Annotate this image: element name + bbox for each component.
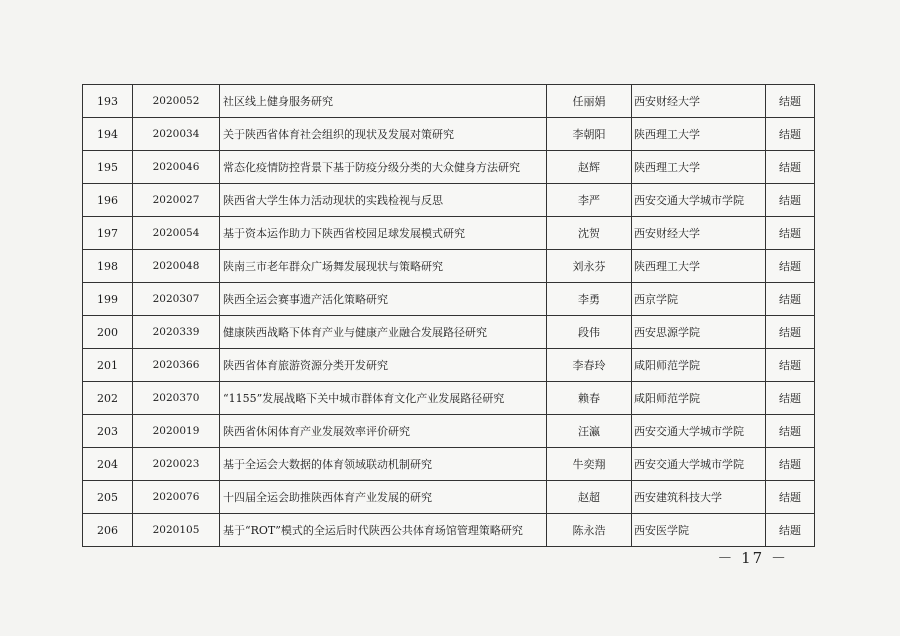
project-code: 2020366 bbox=[133, 349, 220, 382]
project-code: 2020370 bbox=[133, 382, 220, 415]
project-leader: 段伟 bbox=[547, 316, 632, 349]
project-status: 结题 bbox=[766, 316, 815, 349]
project-title: 基于全运会大数据的体育领域联动机制研究 bbox=[220, 448, 547, 481]
table-row bbox=[83, 217, 815, 250]
project-leader: 李勇 bbox=[547, 283, 632, 316]
project-status: 结题 bbox=[766, 448, 815, 481]
project-status: 结题 bbox=[766, 415, 815, 448]
project-status: 结题 bbox=[766, 481, 815, 514]
project-code: 2020019 bbox=[133, 415, 220, 448]
row-number: 204 bbox=[83, 448, 133, 481]
project-title: 关于陕西省体育社会组织的现状及发展对策研究 bbox=[220, 118, 547, 151]
project-leader: 李春玲 bbox=[547, 349, 632, 382]
project-title: 基于“ROT”模式的全运后时代陕西公共体育场馆管理策略研究 bbox=[220, 514, 547, 547]
table-row bbox=[83, 415, 815, 448]
project-title: 陕南三市老年群众广场舞发展现状与策略研究 bbox=[220, 250, 547, 283]
project-leader: 陈永浩 bbox=[547, 514, 632, 547]
institution: 陕西理工大学 bbox=[632, 151, 766, 184]
institution: 陕西理工大学 bbox=[632, 118, 766, 151]
table-row bbox=[83, 481, 815, 514]
project-table-container bbox=[82, 84, 814, 547]
project-code: 2020052 bbox=[133, 85, 220, 118]
row-number: 197 bbox=[83, 217, 133, 250]
project-title: 健康陕西战略下体育产业与健康产业融合发展路径研究 bbox=[220, 316, 547, 349]
project-code: 2020034 bbox=[133, 118, 220, 151]
project-status: 结题 bbox=[766, 382, 815, 415]
institution: 西安交通大学城市学院 bbox=[632, 448, 766, 481]
project-status: 结题 bbox=[766, 217, 815, 250]
row-number: 203 bbox=[83, 415, 133, 448]
project-status: 结题 bbox=[766, 514, 815, 547]
project-title: 陕西省休闲体育产业发展效率评价研究 bbox=[220, 415, 547, 448]
project-title: 陕西省体育旅游资源分类开发研究 bbox=[220, 349, 547, 382]
row-number: 206 bbox=[83, 514, 133, 547]
row-number: 193 bbox=[83, 85, 133, 118]
row-number: 196 bbox=[83, 184, 133, 217]
project-code: 2020046 bbox=[133, 151, 220, 184]
project-status: 结题 bbox=[766, 349, 815, 382]
institution: 西安建筑科技大学 bbox=[632, 481, 766, 514]
row-number: 199 bbox=[83, 283, 133, 316]
project-leader: 赖春 bbox=[547, 382, 632, 415]
project-code: 2020048 bbox=[133, 250, 220, 283]
project-code: 2020076 bbox=[133, 481, 220, 514]
project-status: 结题 bbox=[766, 250, 815, 283]
table-row bbox=[83, 382, 815, 415]
project-status: 结题 bbox=[766, 184, 815, 217]
project-leader: 刘永芬 bbox=[547, 250, 632, 283]
project-code: 2020054 bbox=[133, 217, 220, 250]
institution: 西安交通大学城市学院 bbox=[632, 415, 766, 448]
project-title: 常态化疫情防控背景下基于防疫分级分类的大众健身方法研究 bbox=[220, 151, 547, 184]
table-row bbox=[83, 448, 815, 481]
table-row bbox=[83, 118, 815, 151]
project-leader: 李严 bbox=[547, 184, 632, 217]
row-number: 200 bbox=[83, 316, 133, 349]
project-title: 社区线上健身服务研究 bbox=[220, 85, 547, 118]
project-leader: 汪瀛 bbox=[547, 415, 632, 448]
project-code: 2020023 bbox=[133, 448, 220, 481]
project-status: 结题 bbox=[766, 151, 815, 184]
table-row bbox=[83, 151, 815, 184]
row-number: 205 bbox=[83, 481, 133, 514]
institution: 西京学院 bbox=[632, 283, 766, 316]
project-title: “1155”发展战略下关中城市群体育文化产业发展路径研究 bbox=[220, 382, 547, 415]
project-title: 十四届全运会助推陕西体育产业发展的研究 bbox=[220, 481, 547, 514]
project-leader: 赵辉 bbox=[547, 151, 632, 184]
table-row bbox=[83, 250, 815, 283]
project-status: 结题 bbox=[766, 283, 815, 316]
table-row bbox=[83, 514, 815, 547]
project-leader: 任丽娟 bbox=[547, 85, 632, 118]
project-title: 基于资本运作助力下陕西省校园足球发展模式研究 bbox=[220, 217, 547, 250]
row-number: 202 bbox=[83, 382, 133, 415]
institution: 西安交通大学城市学院 bbox=[632, 184, 766, 217]
institution: 西安思源学院 bbox=[632, 316, 766, 349]
project-leader: 李朝阳 bbox=[547, 118, 632, 151]
row-number: 194 bbox=[83, 118, 133, 151]
page-number: － 17 － bbox=[717, 549, 788, 567]
row-number: 201 bbox=[83, 349, 133, 382]
table-row bbox=[83, 316, 815, 349]
row-number: 198 bbox=[83, 250, 133, 283]
institution: 西安财经大学 bbox=[632, 217, 766, 250]
project-code: 2020105 bbox=[133, 514, 220, 547]
project-leader: 牛奕翔 bbox=[547, 448, 632, 481]
row-number: 195 bbox=[83, 151, 133, 184]
institution: 咸阳师范学院 bbox=[632, 349, 766, 382]
institution: 咸阳师范学院 bbox=[632, 382, 766, 415]
project-leader: 赵超 bbox=[547, 481, 632, 514]
project-leader: 沈贺 bbox=[547, 217, 632, 250]
institution: 西安财经大学 bbox=[632, 85, 766, 118]
project-title: 陕西省大学生体力活动现状的实践检视与反思 bbox=[220, 184, 547, 217]
table-row bbox=[83, 85, 815, 118]
project-status: 结题 bbox=[766, 85, 815, 118]
project-code: 2020307 bbox=[133, 283, 220, 316]
table-row bbox=[83, 184, 815, 217]
project-table-body bbox=[83, 85, 815, 547]
institution: 陕西理工大学 bbox=[632, 250, 766, 283]
table-row bbox=[83, 349, 815, 382]
institution: 西安医学院 bbox=[632, 514, 766, 547]
project-status: 结题 bbox=[766, 118, 815, 151]
project-code: 2020027 bbox=[133, 184, 220, 217]
project-title: 陕西全运会赛事遗产活化策略研究 bbox=[220, 283, 547, 316]
project-code: 2020339 bbox=[133, 316, 220, 349]
project-table bbox=[82, 84, 815, 547]
table-row bbox=[83, 283, 815, 316]
